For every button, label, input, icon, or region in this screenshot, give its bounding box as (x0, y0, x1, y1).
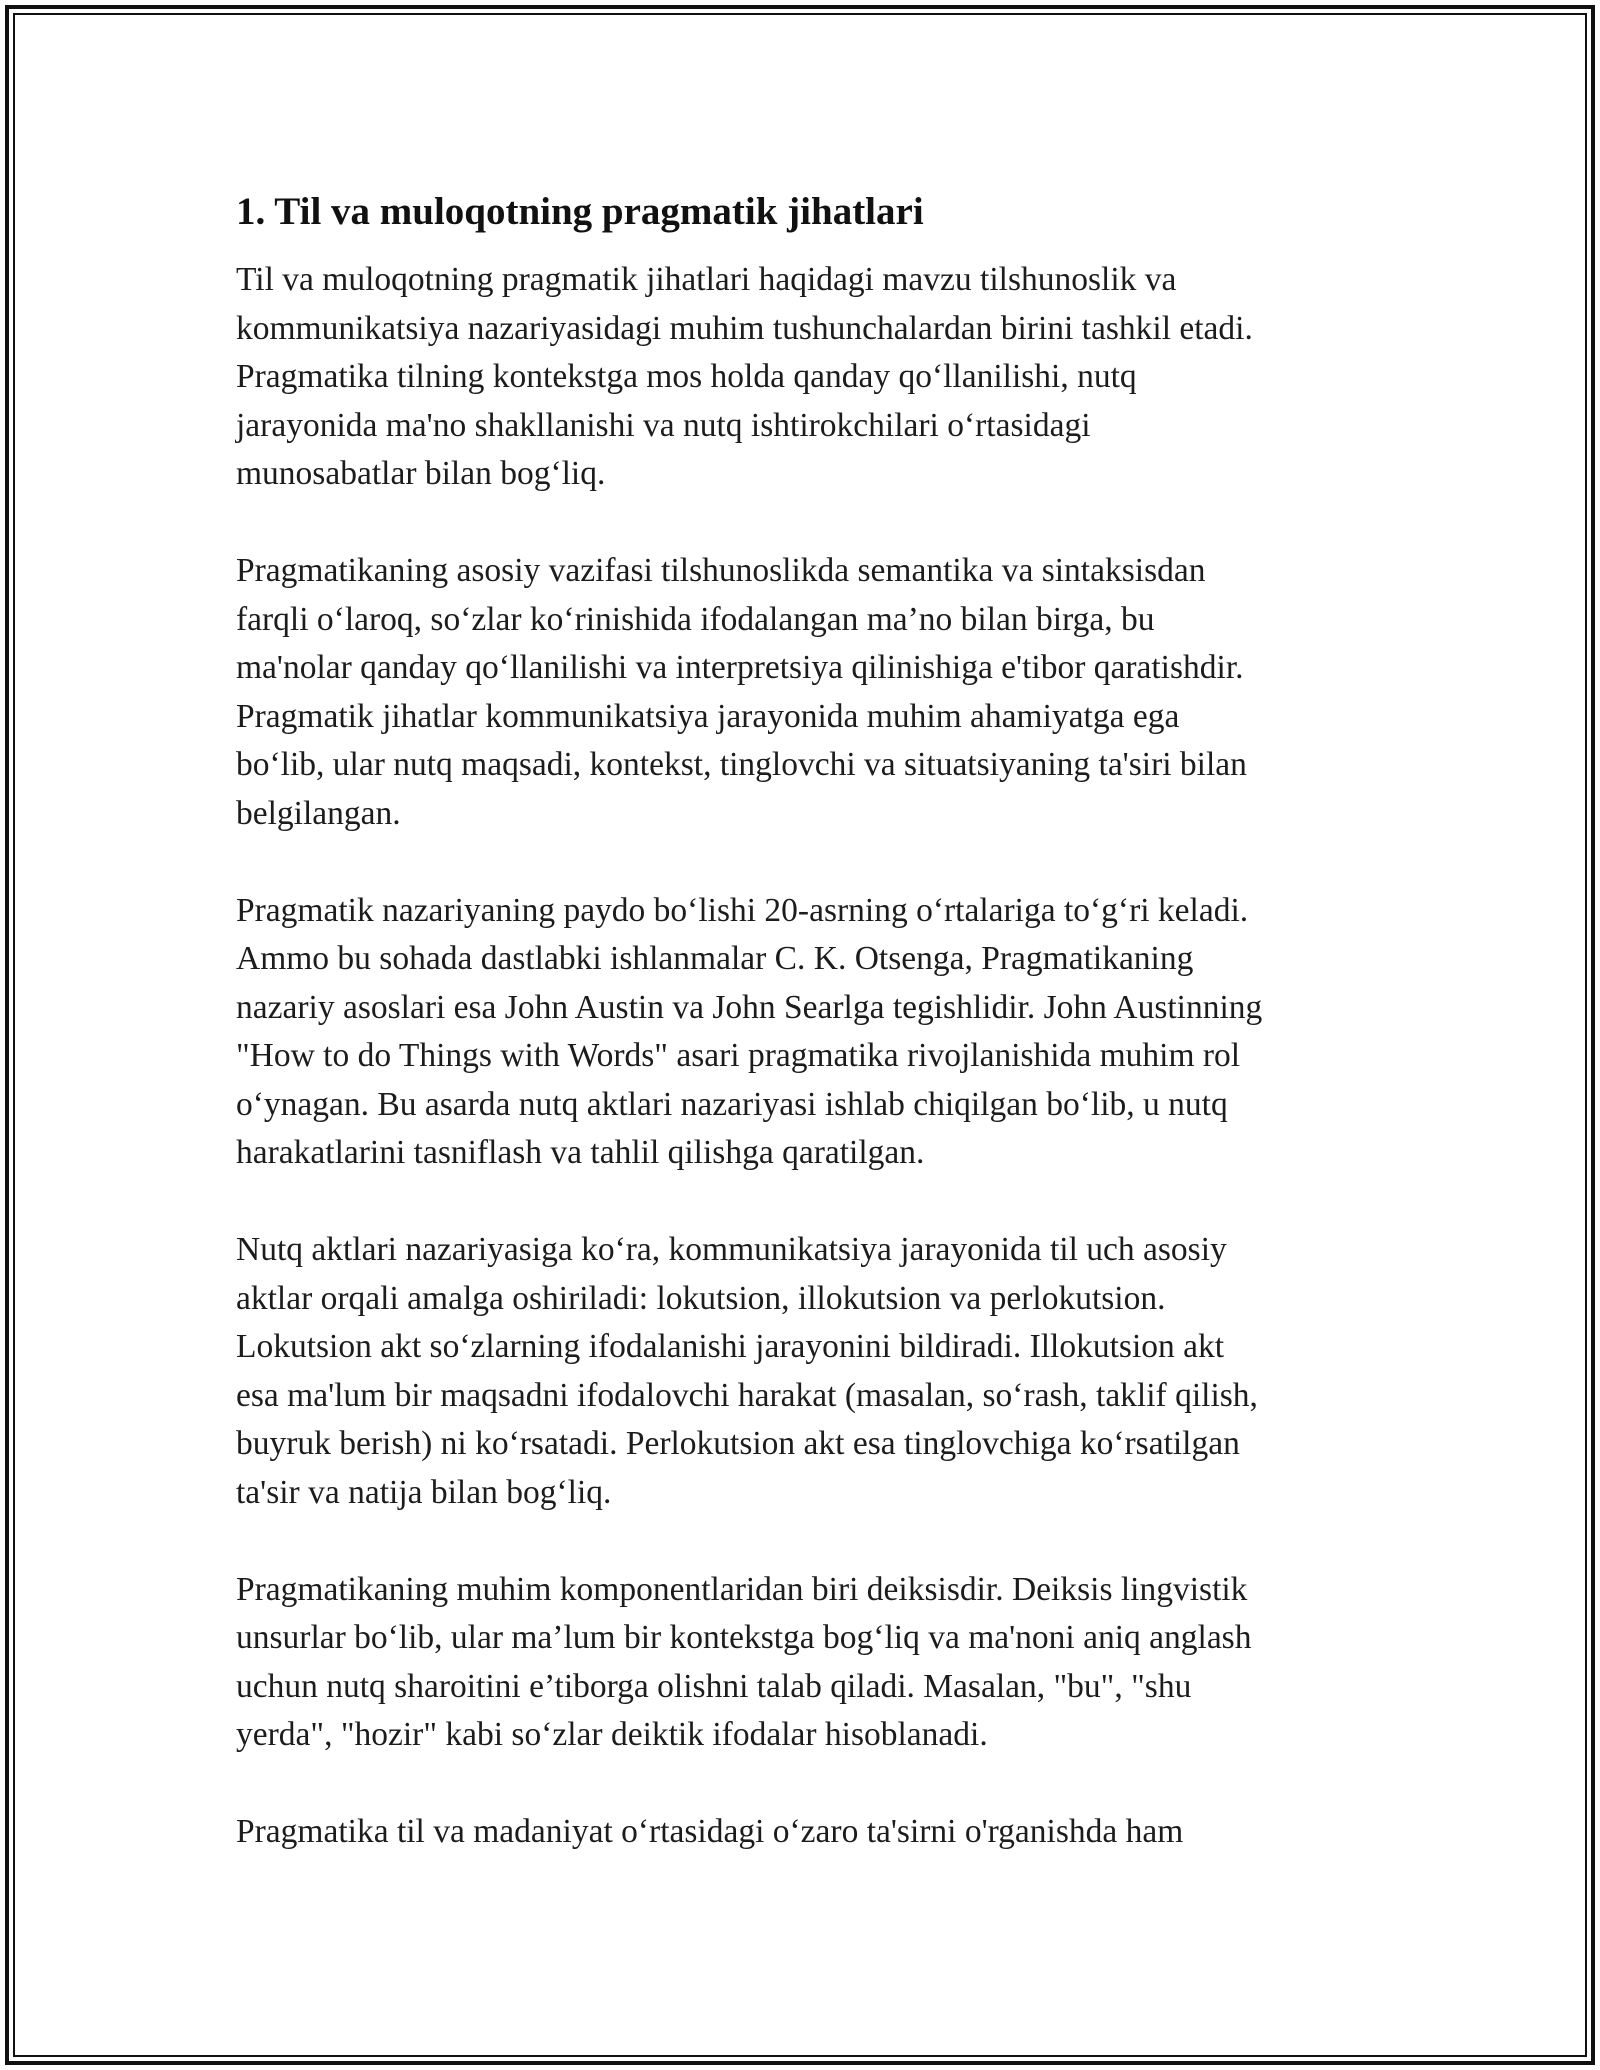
paragraph-2 (236, 547, 1376, 838)
paragraph-6 (236, 1808, 1376, 1857)
text-line: ta'sir va natija bilan bog‘liq. (236, 1473, 612, 1511)
text-line: Til va muloqotning pragmatik jihatlari haqidagi mavzu tilshunoslik va (236, 261, 1177, 298)
text-line: harakatlarini tasniflash va tahlil qilishga qaratilgan. (236, 1134, 925, 1171)
text-line: bo‘lib, ular nutq maqsadi, kontekst, tinglovchi va situatsiyaning ta'siri bilan (236, 746, 1247, 783)
text-line: Ammo bu sohada dastlabki ishlanmalar C. K. Otsenga, Pragmatikaning (236, 940, 1194, 977)
text-line: aktlar orqali amalga oshiriladi: lokutsion, illokutsion va perlokutsion. (236, 1279, 1166, 1317)
text-line: nazariy asoslari esa John Austin va John Searlga tegishlidir. John Austinning (236, 988, 1263, 1026)
text-line: unsurlar bo‘lib, ular ma’lum bir kontekstga bog‘liq va ma'noni aniq anglash (236, 1619, 1252, 1656)
document-body (236, 186, 1376, 1905)
section-heading: 1. Til va muloqotning pragmatik jihatlari (236, 190, 924, 233)
text-line: munosabatlar bilan bog‘liq. (236, 455, 606, 492)
text-line: belgilangan. (236, 794, 401, 832)
paragraph-4 (236, 1226, 1376, 1517)
text-line: uchun nutq sharoitini e’tiborga olishni talab qiladi. Masalan, "bu", "shu (236, 1667, 1192, 1705)
text-line: Pragmatik nazariyaning paydo bo‘lishi 20-asrning o‘rtalariga to‘g‘ri keladi. (236, 891, 1249, 929)
paragraph-3 (236, 887, 1376, 1178)
text-line: Pragmatika til va madaniyat o‘rtasidagi o‘zaro ta'sirni o'rganishda ham (236, 1813, 1184, 1850)
paragraph-1 (236, 256, 1376, 499)
text-line: farqli o‘laroq, so‘zlar ko‘rinishida ifodalangan ma’no bilan birga, bu (236, 600, 1155, 638)
text-line: o‘ynagan. Bu asarda nutq aktlari nazariyasi ishlab chiqilgan bo‘lib, u nutq (236, 1085, 1228, 1123)
text-line: jarayonida ma'no shakllanishi va nutq ishtirokchilari o‘rtasidagi (236, 406, 1091, 444)
text-line: esa ma'lum bir maqsadni ifodalovchi harakat (masalan, so‘rash, taklif qilish, (236, 1376, 1258, 1414)
paragraph-5 (236, 1566, 1376, 1760)
text-line: ma'nolar qanday qo‘llanilishi va interpretsiya qilinishiga e'tibor qaratishdir. (236, 649, 1244, 686)
text-line: Pragmatik jihatlar kommunikatsiya jarayonida muhim ahamiyatga ega (236, 697, 1180, 735)
text-line: Pragmatikaning asosiy vazifasi tilshunoslikda semantika va sintaksisdan (236, 552, 1206, 589)
text-line: yerda", "hozir" kabi so‘zlar deiktik ifodalar hisoblanadi. (236, 1716, 988, 1753)
text-line: kommunikatsiya nazariyasidagi muhim tushunchalardan birini tashkil etadi. (236, 309, 1253, 347)
text-line: Pragmatika tilning kontekstga mos holda qanday qo‘llanilishi, nutq (236, 358, 1137, 395)
text-line: Pragmatikaning muhim komponentlaridan biri deiksisdir. Deiksis lingvistik (236, 1570, 1248, 1608)
text-line: "How to do Things with Words" asari pragmatika rivojlanishida muhim rol (236, 1037, 1241, 1074)
text-line: Lokutsion akt so‘zlarning ifodalanishi jarayonini bildiradi. Illokutsion akt (236, 1328, 1225, 1365)
text-line: Nutq aktlari nazariyasiga ko‘ra, kommunikatsiya jarayonida til uch asosiy (236, 1231, 1227, 1268)
text-line: buyruk berish) ni ko‘rsatadi. Perlokutsion akt esa tinglovchiga ko‘rsatilgan (236, 1425, 1240, 1462)
